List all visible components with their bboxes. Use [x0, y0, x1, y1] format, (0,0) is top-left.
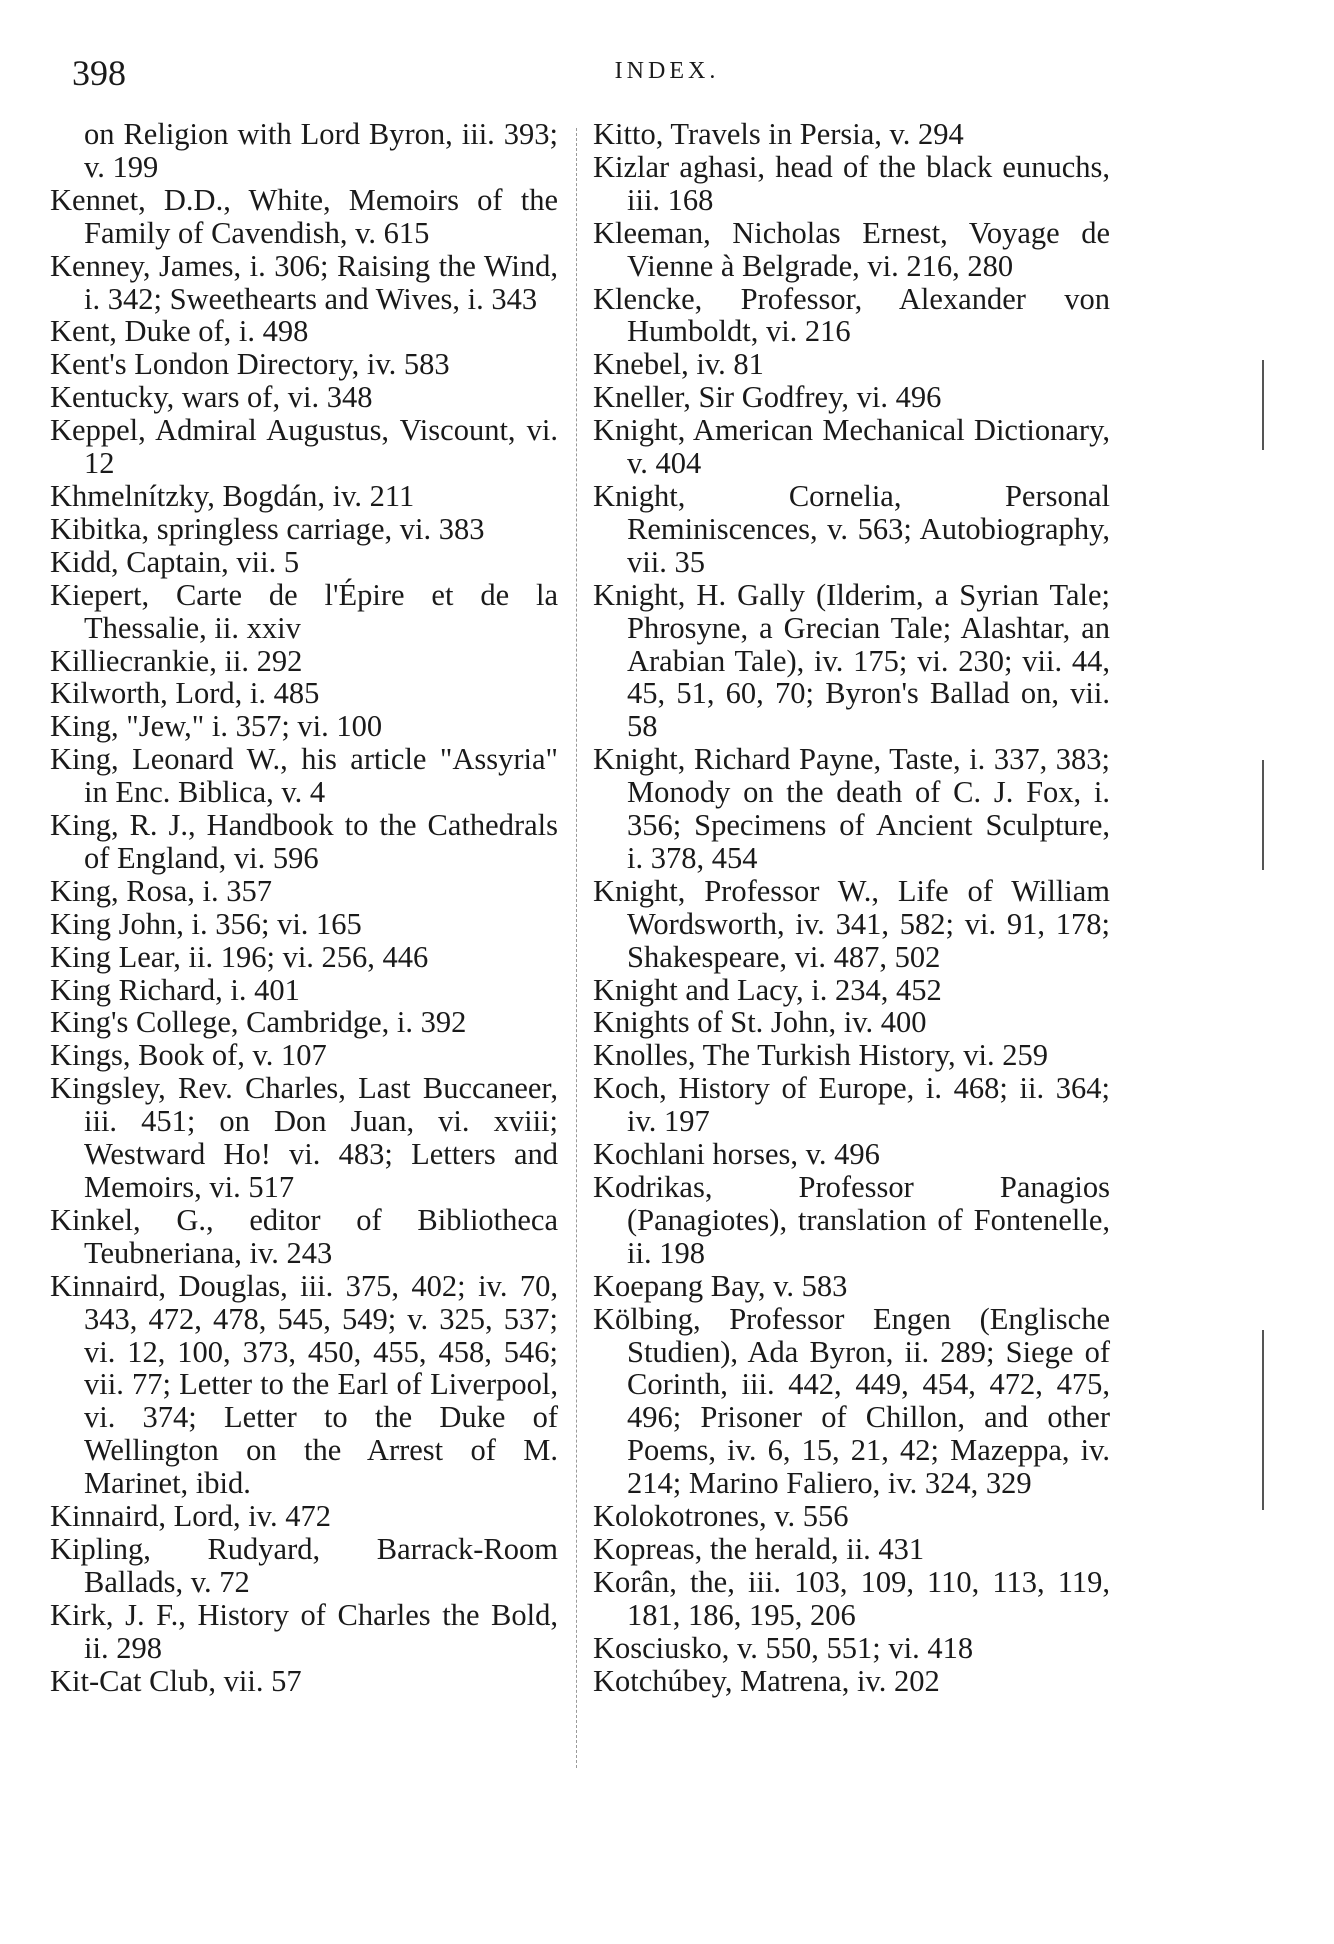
index-entry: Klencke, Professor, Alexander von Humboldt, vi. 216: [593, 281, 1110, 349]
index-entry: King's College, Cambridge, i. 392: [50, 1005, 467, 1040]
index-entry: Knight, Cornelia, Personal Reminiscences, v. 563; Autobiography, vii. 35: [593, 478, 1110, 579]
index-entry: Kotchúbey, Matrena, iv. 202: [593, 1663, 940, 1698]
index-entry: Khmelnítzky, Bogdán, iv. 211: [50, 478, 415, 513]
index-entry: Kilworth, Lord, i. 485: [50, 676, 320, 711]
index-entry: Korân, the, iii. 103, 109, 110, 113, 119, 181, 186, 195, 206: [593, 1564, 1110, 1632]
index-entry: Kochlani horses, v. 496: [593, 1137, 880, 1172]
index-column-right: [593, 118, 1110, 1698]
index-entry: King, R. J., Handbook to the Cathedrals of England, vi. 596: [50, 808, 558, 875]
index-entry: Kennet, D.D., White, Memoirs of the Family of Cavendish, v. 615: [50, 182, 558, 250]
index-entry: Kent's London Directory, iv. 583: [50, 347, 450, 382]
index-entry: King John, i. 356; vi. 165: [50, 906, 362, 941]
index-entry: Koch, History of Europe, i. 468; ii. 364; iv. 197: [593, 1071, 1110, 1139]
index-entry: Koepang Bay, v. 583: [593, 1268, 848, 1303]
index-entry: Kinnaird, Douglas, iii. 375, 402; iv. 70, 343, 472, 478, 545, 549; v. 325, 537; vi. 12, 100, 373, 450, 455, 458, 546; vii. 77; Letter to the Earl of Liverpool, vi. 374; Letter to the Duke of Wellington on the Arrest of M. Marinet, ibid.: [50, 1268, 558, 1501]
index-entry: Kölbing, Professor Engen (Englische Studien), Ada Byron, ii. 289; Siege of Corinth, iii. 442, 449, 454, 472, 475, 496; Prisoner of Chillon, and other Poems, iv. 6, 15, 21, 42; Mazeppa, iv. 214; Marino Faliero, iv. 324, 329: [593, 1301, 1110, 1501]
index-entry: Kipling, Rudyard, Barrack-Room Ballads, v. 72: [50, 1531, 558, 1599]
index-entry: Knight, H. Gally (Ilderim, a Syrian Tale; Phrosyne, a Grecian Tale; Alashtar, an Arabian Tale), iv. 175; vi. 230; vii. 44, 45, 51, 60, 70; Byron's Ballad on, vii. 58: [593, 577, 1110, 744]
index-entry: Kneller, Sir Godfrey, vi. 496: [593, 380, 942, 415]
index-entry: Keppel, Admiral Augustus, Viscount, vi. 12: [50, 413, 558, 481]
page-edge-mark: [1262, 1330, 1264, 1510]
index-entry: Kingsley, Rev. Charles, Last Buccaneer, iii. 451; on Don Juan, vi. xviii; Westward Ho! vi. 483; Letters and Memoirs, vi. 517: [50, 1071, 558, 1204]
index-entry: Knebel, iv. 81: [593, 347, 764, 382]
index-entry: on Religion with Lord Byron, iii. 393; v. 199: [84, 117, 558, 184]
index-entry: Kinkel, G., editor of Bibliotheca Teubneriana, iv. 243: [50, 1202, 558, 1270]
index-entry: King, Leonard W., his article "Assyria" in Enc. Biblica, v. 4: [50, 742, 558, 810]
index-entry: Kent, Duke of, i. 498: [50, 314, 309, 349]
index-entry: Kodrikas, Professor Panagios (Panagiotes), translation of Fontenelle, ii. 198: [593, 1170, 1110, 1270]
index-entry: King, "Jew," i. 357; vi. 100: [50, 709, 383, 744]
index-entry: King Lear, ii. 196; vi. 256, 446: [50, 939, 429, 974]
index-entry: Kit-Cat Club, vii. 57: [50, 1663, 302, 1698]
index-entry: Kibitka, springless carriage, vi. 383: [50, 511, 485, 546]
page-edge-mark: [1262, 360, 1264, 450]
index-entry: Kitto, Travels in Persia, v. 294: [593, 117, 964, 151]
page-number: 398: [72, 53, 126, 93]
index-entry: Kizlar aghasi, head of the black eunuchs, iii. 168: [593, 149, 1110, 217]
index-entry: Knight, Professor W., Life of William Wordsworth, iv. 341, 582; vi. 91, 178; Shakespeare, vi. 487, 502: [593, 873, 1110, 974]
index-entry: Kirk, J. F., History of Charles the Bold, ii. 298: [50, 1597, 558, 1665]
index-entry: Kosciusko, v. 550, 551; vi. 418: [593, 1630, 974, 1665]
index-entry: Knight, American Mechanical Dictionary, v. 404: [593, 413, 1110, 481]
index-entry: Kentucky, wars of, vi. 348: [50, 380, 373, 415]
index-entry: Knight and Lacy, i. 234, 452: [593, 972, 942, 1007]
index-entry: Knolles, The Turkish History, vi. 259: [593, 1038, 1048, 1073]
index-entry: Kenney, James, i. 306; Raising the Wind, i. 342; Sweethearts and Wives, i. 343: [50, 248, 558, 316]
column-divider: [576, 128, 577, 1768]
index-entry: Kidd, Captain, vii. 5: [50, 544, 300, 579]
index-entry: Knights of St. John, iv. 400: [593, 1005, 927, 1040]
index-entry: King, Rosa, i. 357: [50, 873, 272, 908]
index-entry: Killiecrankie, ii. 292: [50, 643, 303, 678]
index-column-left: [50, 118, 558, 1698]
running-head: INDEX.: [614, 58, 720, 84]
page-edge-mark: [1262, 760, 1264, 870]
index-entry: Kleeman, Nicholas Ernest, Voyage de Vienne à Belgrade, vi. 216, 280: [593, 215, 1110, 283]
index-entry: Kings, Book of, v. 107: [50, 1038, 327, 1073]
index-entry: Kolokotrones, v. 556: [593, 1499, 849, 1534]
index-entry: Knight, Richard Payne, Taste, i. 337, 383; Monody on the death of C. J. Fox, i. 356; Specimens of Ancient Sculpture, i. 378, 454: [593, 742, 1110, 875]
index-entry: Kopreas, the herald, ii. 431: [593, 1531, 925, 1566]
index-entry: Kinnaird, Lord, iv. 472: [50, 1499, 331, 1534]
index-entry: King Richard, i. 401: [50, 972, 300, 1007]
index-entry: Kiepert, Carte de l'Épire et de la Thessalie, ii. xxiv: [50, 577, 558, 645]
